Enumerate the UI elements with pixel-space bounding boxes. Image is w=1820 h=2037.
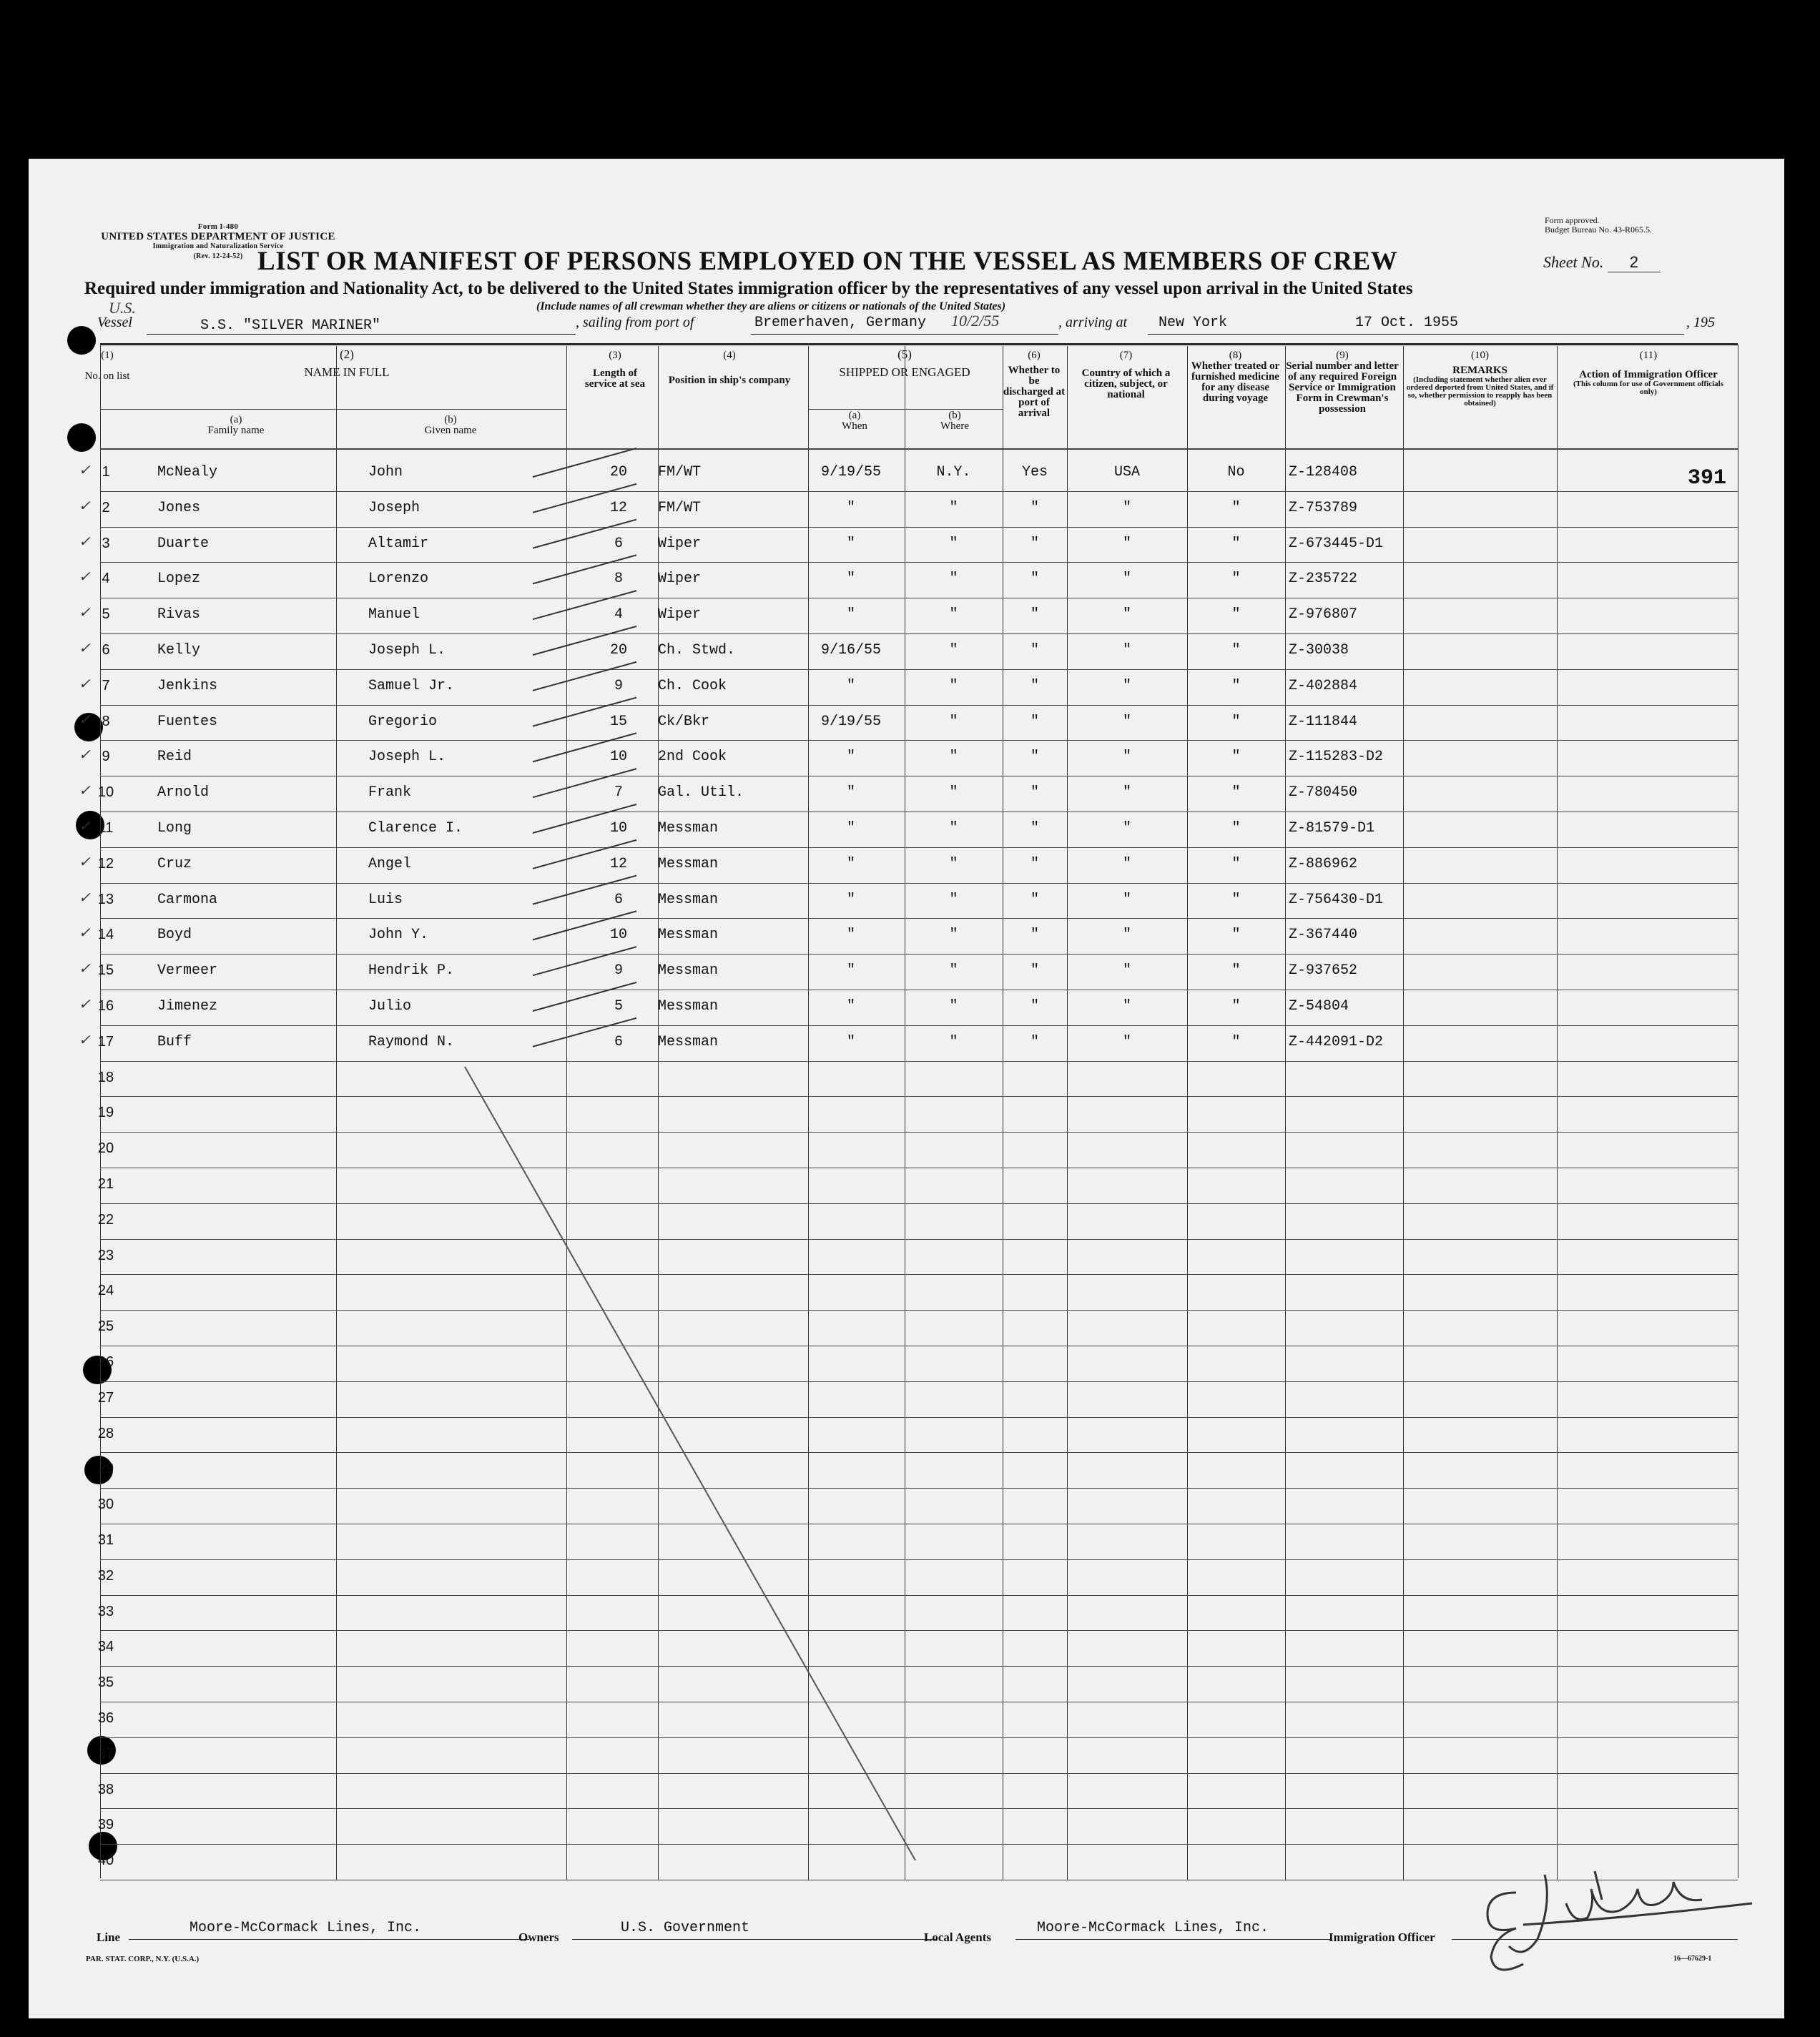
position-cell: Messman — [658, 927, 719, 944]
discharged-cell: " — [1030, 535, 1039, 552]
col-name: (2) NAME IN FULL — [304, 347, 390, 379]
given-name-cell: Altamir — [368, 535, 429, 552]
medicine-cell: " — [1231, 998, 1241, 1015]
country-cell: " — [1122, 820, 1131, 837]
printer-imprint: PAR. STAT. CORP., N.Y. (U.S.A.) — [86, 1955, 200, 1963]
budget-number: Budget Bureau No. 43-R065.5. — [1545, 225, 1652, 235]
given-name-cell: Joseph L. — [368, 642, 446, 659]
sailing-label: , sailing from port of — [576, 315, 694, 330]
shipped-where-cell: " — [949, 713, 958, 730]
medicine-cell: " — [1231, 784, 1241, 802]
serial-number-cell: Z-367440 — [1289, 927, 1358, 944]
position-cell: Ch. Stwd. — [658, 642, 736, 659]
serial-number-cell: Z-756430-D1 — [1289, 891, 1384, 908]
col-remarks: (10) REMARKS (Including statement whether alien ever ordered deported from United States, and if so, whether permission to reapply has been obtained) — [1406, 350, 1554, 408]
family-name-cell: Long — [157, 820, 192, 837]
serial-number-cell: Z-673445-D1 — [1289, 535, 1384, 552]
discharged-cell: " — [1030, 571, 1039, 588]
medicine-cell: " — [1231, 677, 1241, 694]
col-shipped-where: (b) Where — [940, 410, 969, 432]
row-check-mark: ✓ — [79, 889, 91, 906]
discharged-cell: " — [1030, 820, 1039, 837]
service-length-cell: 20 — [609, 642, 627, 659]
manifest-sheet — [29, 159, 1784, 2018]
position-cell: 2nd Cook — [658, 749, 727, 766]
service-length-cell: 6 — [614, 1033, 623, 1050]
col-medicine: (8) Whether treated or furnished medicine for any disease during voyage — [1191, 350, 1280, 404]
serial-number-cell: Z-937652 — [1289, 962, 1358, 980]
row-number: 32 — [97, 1567, 114, 1584]
row-number: 34 — [97, 1639, 114, 1655]
col-shipped-when: (a) When — [842, 410, 867, 432]
given-name-cell: John — [368, 464, 403, 480]
row-check-mark: ✓ — [79, 783, 91, 799]
pen-marks — [29, 159, 1784, 2018]
shipped-where-cell: " — [949, 571, 958, 588]
medicine-cell: " — [1231, 1033, 1241, 1050]
family-name-cell: Jimenez — [157, 998, 218, 1015]
row-number: 28 — [97, 1425, 114, 1441]
discharged-cell: " — [1030, 713, 1039, 730]
discharged-cell: " — [1030, 677, 1039, 694]
position-cell: Messman — [658, 855, 719, 872]
row-number: 38 — [97, 1781, 114, 1797]
row-check-mark: ✓ — [79, 961, 91, 977]
service-length-cell: 10 — [609, 927, 627, 944]
row-number: 4 — [102, 571, 110, 587]
country-cell: " — [1122, 535, 1131, 552]
row-check-mark: ✓ — [79, 498, 91, 514]
line-value: Moore-McCormack Lines, Inc. — [190, 1920, 422, 1936]
officer-label: Immigration Officer — [1329, 1930, 1435, 1944]
country-cell: " — [1122, 642, 1131, 659]
shipped-where-cell: " — [949, 998, 958, 1015]
row-check-mark: ✓ — [79, 997, 91, 1012]
discharged-cell: " — [1030, 998, 1039, 1015]
row-check-mark: ✓ — [79, 925, 91, 942]
row-check-mark: ✓ — [79, 819, 91, 834]
row-number: 2 — [102, 499, 110, 516]
serial-number-cell: Z-235722 — [1289, 571, 1358, 588]
family-name-cell: Buff — [157, 1033, 192, 1050]
shipped-where-cell: " — [949, 642, 958, 659]
row-number: 8 — [102, 713, 110, 729]
shipped-where-cell: " — [949, 891, 958, 908]
row-number: 1 — [102, 464, 110, 480]
country-cell: " — [1122, 1033, 1131, 1050]
position-cell: Wiper — [658, 571, 702, 588]
row-check-mark: ✓ — [79, 605, 91, 621]
vessel-name: S.S. "SILVER MARINER" — [200, 317, 381, 334]
serial-number-cell: Z-128408 — [1289, 464, 1358, 480]
country-cell: " — [1122, 713, 1131, 730]
shipped-where-cell: " — [949, 962, 958, 980]
row-number: 30 — [97, 1496, 114, 1513]
medicine-cell: " — [1231, 642, 1241, 659]
discharged-cell: " — [1030, 927, 1039, 944]
row-number: 22 — [97, 1211, 114, 1228]
shipped-where-cell: N.Y. — [936, 464, 971, 480]
col-country: (7) Country of which a citizen, subject, or national — [1081, 350, 1171, 400]
discharged-cell: " — [1030, 606, 1039, 623]
position-cell: FM/WT — [658, 464, 702, 480]
row-number: 17 — [97, 1033, 114, 1050]
margin-note: U.S. — [109, 299, 136, 317]
discharged-cell: " — [1030, 891, 1039, 908]
row-check-mark: ✓ — [79, 569, 91, 586]
row-check-mark: ✓ — [79, 711, 91, 728]
given-name-cell: Manuel — [368, 606, 420, 623]
shipped-when-cell: " — [846, 891, 855, 908]
given-name-cell: Raymond N. — [368, 1033, 455, 1050]
form-revision: (Rev. 12-24-52) — [193, 252, 243, 260]
agents-label: Local Agents — [924, 1930, 991, 1944]
given-name-cell: Frank — [368, 784, 412, 802]
family-name-cell: Arnold — [157, 784, 210, 802]
country-cell: USA — [1113, 464, 1140, 480]
service-name: Immigration and Naturalization Service — [152, 242, 284, 250]
medicine-cell: " — [1231, 749, 1241, 766]
given-name-cell: Hendrik P. — [368, 962, 455, 980]
country-cell: " — [1122, 891, 1131, 908]
medicine-cell: No — [1227, 464, 1245, 480]
shipped-where-cell: " — [949, 820, 958, 837]
row-number: 37 — [97, 1745, 114, 1762]
position-cell: FM/WT — [658, 499, 702, 516]
shipped-where-cell: " — [949, 1033, 958, 1050]
row-number: 7 — [102, 677, 110, 694]
position-cell: Ch. Cook — [658, 677, 727, 694]
row-number: 6 — [102, 642, 110, 658]
position-cell: Wiper — [658, 535, 702, 552]
instruction: (Include names of all crewman whether they are aliens or citizens or nationals of the United States) — [536, 300, 1006, 312]
family-name-cell: Vermeer — [157, 962, 218, 980]
row-number: 19 — [97, 1105, 114, 1121]
year-suffix: , 195 — [1686, 315, 1715, 330]
arriving-label: , arriving at — [1058, 315, 1128, 330]
row-number: 20 — [97, 1140, 114, 1157]
row-number: 13 — [97, 891, 114, 907]
service-length-cell: 12 — [609, 499, 627, 516]
given-name-cell: Luis — [368, 891, 403, 908]
row-number: 26 — [97, 1354, 114, 1370]
country-cell: " — [1122, 784, 1131, 802]
shipped-where-cell: " — [949, 535, 958, 552]
medicine-cell: " — [1231, 891, 1241, 908]
family-name-cell: Fuentes — [157, 713, 218, 730]
serial-number-cell: Z-886962 — [1289, 855, 1358, 872]
shipped-when-cell: " — [846, 927, 855, 944]
position-cell: Wiper — [658, 606, 702, 623]
row-number: 40 — [97, 1853, 114, 1869]
shipped-when-cell: " — [846, 998, 855, 1015]
service-length-cell: 6 — [614, 535, 623, 552]
service-length-cell: 9 — [614, 677, 623, 694]
medicine-cell: " — [1231, 855, 1241, 872]
position-cell: Messman — [658, 820, 719, 837]
service-length-cell: 9 — [614, 962, 623, 980]
service-length-cell: 12 — [609, 855, 627, 872]
family-name-cell: Carmona — [157, 891, 218, 908]
col-serial: (9) Serial number and letter of any required Foreign Service or Immigration Form in Crewman's possession — [1286, 350, 1399, 415]
row-number: 23 — [97, 1247, 114, 1263]
row-number: 10 — [97, 784, 114, 801]
serial-number-cell: Z-54804 — [1289, 998, 1349, 1015]
signature-icon — [1487, 1871, 1752, 1970]
country-cell: " — [1122, 927, 1131, 944]
service-length-cell: 4 — [614, 606, 623, 623]
country-cell: " — [1122, 677, 1131, 694]
discharged-cell: " — [1030, 642, 1039, 659]
serial-number-cell: Z-753789 — [1289, 499, 1358, 516]
col-discharged: (6) Whether to be discharged at port of arrival — [1003, 350, 1066, 419]
shipped-when-cell: " — [846, 499, 855, 516]
departure-port: Bremerhaven, Germany — [754, 315, 927, 331]
agents-value: Moore-McCormack Lines, Inc. — [1037, 1920, 1269, 1936]
shipped-when-cell: 9/19/55 — [820, 464, 881, 480]
sheet-number: 2 — [1608, 253, 1661, 272]
col-position: (4) Position in ship's company — [668, 350, 791, 386]
family-name-cell: Duarte — [157, 535, 210, 552]
given-name-cell: Joseph L. — [368, 749, 446, 766]
medicine-cell: " — [1231, 535, 1241, 552]
family-name-cell: Rivas — [157, 606, 201, 623]
serial-number-cell: Z-30038 — [1289, 642, 1349, 659]
medicine-cell: " — [1231, 499, 1241, 516]
shipped-where-cell: " — [949, 677, 958, 694]
row-check-mark: ✓ — [79, 676, 91, 692]
service-length-cell: 6 — [614, 891, 623, 908]
medicine-cell: " — [1231, 606, 1241, 623]
strike-line — [465, 1067, 915, 1860]
position-cell: Messman — [658, 891, 719, 908]
family-name-cell: Jones — [157, 499, 201, 516]
row-number: 12 — [97, 855, 114, 872]
row-number: 5 — [102, 606, 110, 623]
given-name-cell: John Y. — [368, 927, 429, 944]
country-cell: " — [1122, 606, 1131, 623]
owners-label: Owners — [518, 1930, 559, 1944]
row-number: 9 — [102, 749, 110, 765]
form-code: 16—67629-1 — [1673, 1955, 1712, 1963]
service-length-cell: 20 — [609, 464, 627, 480]
service-length-cell: 8 — [614, 571, 623, 588]
position-cell: Gal. Util. — [658, 784, 744, 802]
col-officer-action: (11) Action of Immigration Officer (This column for use of Government officials only) — [1573, 350, 1724, 396]
row-check-mark: ✓ — [79, 854, 91, 870]
row-number: 24 — [97, 1283, 114, 1299]
row-number: 14 — [97, 927, 114, 943]
position-cell: Messman — [658, 998, 719, 1015]
shipped-when-cell: " — [846, 1033, 855, 1050]
shipped-when-cell: " — [846, 820, 855, 837]
service-length-cell: 10 — [609, 820, 627, 837]
shipped-when-cell: 9/16/55 — [820, 642, 881, 659]
country-cell: " — [1122, 499, 1131, 516]
row-check-mark: ✓ — [79, 463, 91, 478]
form-number: Form I-480 — [197, 222, 239, 231]
serial-number-cell: Z-81579-D1 — [1289, 820, 1375, 837]
serial-number-cell: Z-111844 — [1289, 713, 1358, 730]
position-cell: Messman — [658, 1033, 719, 1050]
discharged-cell: " — [1030, 749, 1039, 766]
shipped-when-cell: " — [846, 749, 855, 766]
shipped-when-cell: " — [846, 677, 855, 694]
row-check-mark: ✓ — [79, 1032, 91, 1048]
handwritten-date: 10/2/55 — [951, 312, 1000, 330]
medicine-cell: " — [1231, 820, 1241, 837]
sheet-label: Sheet No. — [1543, 253, 1604, 271]
owners-value: U.S. Government — [621, 1920, 750, 1936]
col-service-length: (3) Length of service at sea — [584, 350, 646, 390]
service-length-cell: 15 — [609, 713, 627, 730]
row-number: 39 — [97, 1817, 114, 1833]
shipped-when-cell: " — [846, 535, 855, 552]
shipped-when-cell: " — [846, 855, 855, 872]
given-name-cell: Joseph — [368, 499, 420, 516]
shipped-when-cell: " — [846, 606, 855, 623]
service-length-cell: 7 — [614, 784, 623, 802]
row-check-mark: ✓ — [79, 747, 91, 764]
serial-number-cell: Z-115283-D2 — [1289, 749, 1384, 766]
family-name-cell: Lopez — [157, 571, 201, 588]
row-check-mark: ✓ — [79, 641, 91, 656]
row-number: 33 — [97, 1603, 114, 1619]
row-number: 25 — [97, 1318, 114, 1335]
shipped-when-cell: " — [846, 571, 855, 588]
discharged-cell: " — [1030, 499, 1039, 516]
family-name-cell: McNealy — [157, 464, 218, 480]
shipped-where-cell: " — [949, 927, 958, 944]
given-name-cell: Samuel Jr. — [368, 677, 455, 694]
row-number: 3 — [102, 535, 110, 551]
given-name-cell: Lorenzo — [368, 571, 429, 588]
serial-number-cell: Z-402884 — [1289, 677, 1358, 694]
discharged-cell: " — [1030, 1033, 1039, 1050]
service-length-cell: 10 — [609, 749, 627, 766]
given-name-cell: Clarence I. — [368, 820, 463, 837]
agency-name: UNITED STATES DEPARTMENT OF JUSTICE — [101, 231, 335, 242]
shipped-where-cell: " — [949, 784, 958, 802]
shipped-where-cell: " — [949, 749, 958, 766]
serial-number-cell: Z-442091-D2 — [1289, 1033, 1384, 1050]
serial-number-cell: Z-976807 — [1289, 606, 1358, 623]
service-length-cell: 5 — [614, 998, 623, 1015]
approval-text: Form approved. — [1545, 215, 1600, 225]
shipped-where-cell: " — [949, 499, 958, 516]
medicine-cell: " — [1231, 713, 1241, 730]
country-cell: " — [1122, 571, 1131, 588]
row-number: 18 — [97, 1069, 114, 1085]
shipped-when-cell: " — [846, 784, 855, 802]
shipped-where-cell: " — [949, 855, 958, 872]
given-name-cell: Angel — [368, 855, 412, 872]
given-name-cell: Julio — [368, 998, 412, 1015]
row-number: 15 — [97, 962, 114, 979]
discharged-cell: " — [1030, 855, 1039, 872]
arrival-port: New York — [1159, 315, 1228, 331]
position-cell: Messman — [658, 962, 719, 980]
family-name-cell: Cruz — [157, 855, 192, 872]
page-title: LIST OR MANIFEST OF PERSONS EMPLOYED ON THE VESSEL AS MEMBERS OF CREW — [257, 247, 1398, 276]
row-number: 31 — [97, 1532, 114, 1548]
given-name-cell: Gregorio — [368, 713, 438, 730]
family-name-cell: Kelly — [157, 642, 201, 659]
row-number: 29 — [97, 1461, 114, 1477]
row-check-mark: ✓ — [79, 533, 91, 550]
row-number: 11 — [98, 820, 114, 836]
country-cell: " — [1122, 749, 1131, 766]
line-label: Line — [97, 1930, 121, 1944]
arrival-date: 17 Oct. 1955 — [1355, 315, 1459, 331]
medicine-cell: " — [1231, 571, 1241, 588]
discharged-cell: " — [1030, 784, 1039, 802]
row-number: 27 — [97, 1389, 114, 1406]
medicine-cell: " — [1231, 962, 1241, 980]
position-cell: Ck/Bkr — [658, 713, 710, 730]
col-shipped: (5) SHIPPED OR ENGAGED — [839, 347, 970, 379]
discharged-cell: " — [1030, 962, 1039, 980]
family-name-cell: Jenkins — [157, 677, 218, 694]
country-cell: " — [1122, 962, 1131, 980]
col-family-name: (a) Family name — [207, 414, 265, 436]
col-number: (1) No. on list — [84, 350, 130, 382]
vessel-label: Vessel — [97, 315, 132, 330]
discharged-cell: Yes — [1021, 464, 1048, 480]
country-cell: " — [1122, 998, 1131, 1015]
medicine-cell: " — [1231, 927, 1241, 944]
row-number: 36 — [97, 1710, 114, 1726]
subtitle: Required under immigration and Nationality Act, to be delivered to the United States immigration officer by the representatives of any vessel upon arrival in the United States — [84, 279, 1413, 298]
row-number: 16 — [97, 998, 114, 1014]
row-number: 35 — [97, 1675, 114, 1691]
shipped-where-cell: " — [949, 606, 958, 623]
family-name-cell: Boyd — [157, 927, 192, 944]
serial-number-cell: Z-780450 — [1289, 784, 1358, 802]
country-cell: " — [1122, 855, 1131, 872]
shipped-when-cell: 9/19/55 — [820, 713, 881, 730]
stamp-number: 391 — [1688, 466, 1727, 490]
shipped-when-cell: " — [846, 962, 855, 980]
row-number: 21 — [97, 1176, 114, 1192]
col-given-name: (b) Given name — [424, 414, 477, 436]
family-name-cell: Reid — [157, 749, 192, 766]
